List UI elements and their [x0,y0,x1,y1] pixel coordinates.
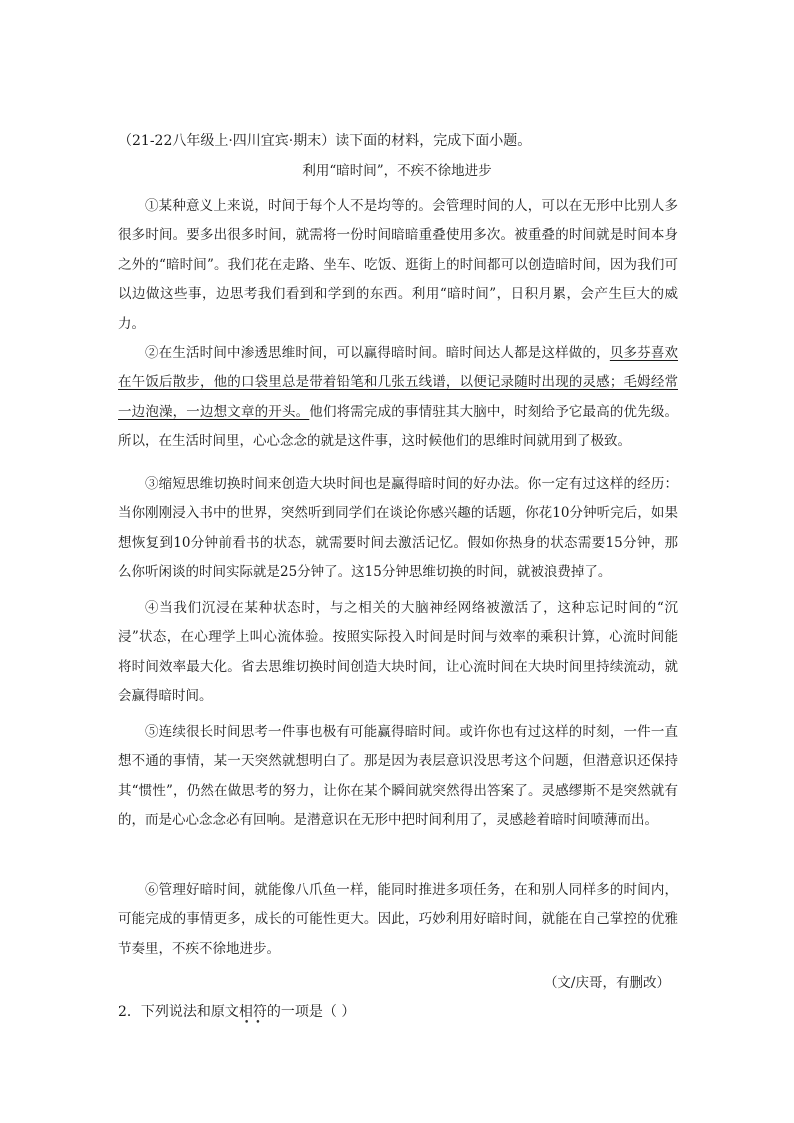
article-body-4 [118,718,678,836]
article-body-5 [118,876,678,964]
paragraph-2-underlined: 贝多芬喜欢在午饭后散步，他的口袋里总是带着铅笔和几张五线谱，以便记录随时出现的灵感；毛姆经常一边泡澡，一边想文章的开头。 [118,345,679,420]
paragraph-5: ⑤连续很长时间思考一件事也极有可能赢得暗时间。或许你也有过这样的时刻，一件一直想不通的事情，某一天突然就想明白了。那是因为表层意识没思考这个问题，但潜意识还保持其“惯性”，仍然在做思考的努力，让你在某个瞬间就突然得出答案了。灵感缪斯不是突然就有的，而是心心念念必有回响。是潜意识在无形中把时间利用了，灵感趁着暗时间喷薄而出。 [118,724,678,829]
paragraph-2 [118,339,678,457]
article-body-1 [118,192,678,457]
paragraph-2-start: ②在生活时间中渗透思维时间，可以赢得暗时间。暗时间达人都是这样做的， [145,345,610,362]
paragraph-3: ③缩短思维切换时间来创造大块时间也是赢得暗时间的好办法。你一定有过这样的经历：当你刚刚浸入书中的世界，突然听到同学们在谈论你感兴趣的话题，你花10分钟听完后，如果想恢复到10分钟前看书的状态，就需要时间去激活记忆。假如你热身的状态需要15分钟，那么你听闲谈的时间实际就是25分钟了。这15分钟思维切换的时间，就被浪费掉了。 [118,476,678,581]
article-title: 利用“暗时间”，不疾不徐地进步 [302,163,492,179]
article-body-2 [118,470,678,588]
paragraph-1: ①某种意义上来说，时间于每个人不是均等的。会管理时间的人，可以在无形中比别人多很多时间。要多出很多时间，就需将一份时间暗暗重叠使用多次。被重叠的时间就是时间本身之外的“暗时间”。我们花在走路、坐车、吃饭、逛街上的时间都可以创造暗时间，因为我们可以边做这些事，边思考我们看到和学到的东西。利用“暗时间”，日积月累，会产生巨大的威力。 [118,198,678,332]
emphasis-dots: •• [244,1018,267,1028]
article-source: （文/庆哥，有删改） [543,975,670,991]
paragraph-4: ④当我们沉浸在某种状态时，与之相关的大脑神经网络被激活了，这种忘记时间的“沉浸”状态，在心理学上叫心流体验。按照实际投入时间是时间与效率的乘积计算，心流时间能将时间效率最大化。省去思维切换时间创造大块时间，让心流时间在大块时间里持续流动，就会赢得暗时间。 [118,600,678,705]
paragraph-2-end: 他们将需完成的事情驻其大脑中，时刻给予它最高的优先级。所以，在生活时间里，心心念念的就是这件事，这时候他们的思维时间就用到了极致。 [118,403,679,450]
article-body-3 [118,594,678,712]
paragraph-6: ⑥管理好暗时间，就能像八爪鱼一样，能同时推进多项任务，在和别人同样多的时间内，可能完成的事情更多，成长的可能性更大。因此，巧妙利用好暗时间，就能在自己掌控的优雅节奏里，不疾不徐地进步。 [118,882,678,957]
question-intro: （21-22八年级上·四川宜宾·期末）读下面的材料，完成下面小题。 [118,133,532,149]
question-2: 2．下列说法和原文相符的一项是（ ） [118,1004,356,1020]
